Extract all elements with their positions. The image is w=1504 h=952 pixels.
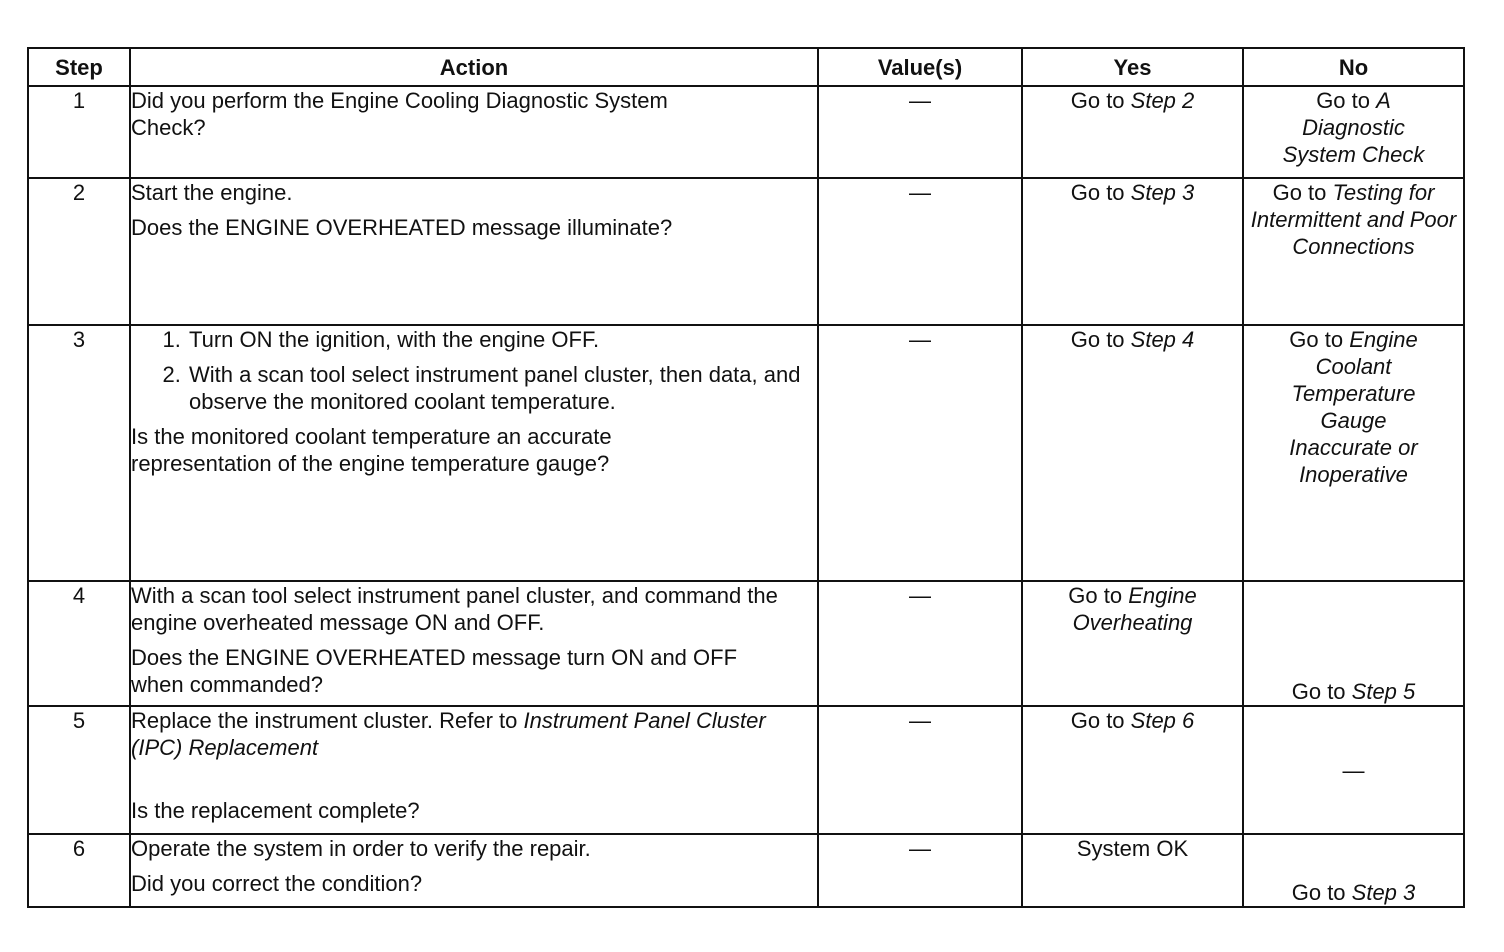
yes-link[interactable]: Step 3 bbox=[1130, 180, 1195, 205]
no-link[interactable]: Step 5 bbox=[1351, 679, 1416, 704]
action-question: Does the ENGINE OVERHEATED message illuminate? bbox=[131, 215, 673, 240]
table-row-step-4 bbox=[28, 581, 1464, 706]
action-cell bbox=[130, 325, 818, 581]
step-number: 1 bbox=[28, 86, 130, 178]
yes-cell bbox=[1022, 706, 1243, 834]
yes-prefix: Go to bbox=[1070, 327, 1131, 352]
no-prefix: Go to bbox=[1289, 327, 1350, 352]
no-cell: — bbox=[1243, 706, 1464, 834]
yes-link[interactable]: Step 2 bbox=[1130, 88, 1195, 113]
header-row bbox=[28, 48, 1464, 86]
action-text-prefix: Replace the instrument cluster. Refer to bbox=[131, 708, 524, 733]
action-text bbox=[131, 707, 791, 761]
no-link[interactable]: Step 3 bbox=[1351, 880, 1416, 905]
value-cell: — bbox=[818, 834, 1022, 907]
table-row-step-3 bbox=[28, 325, 1464, 581]
no-cell bbox=[1243, 834, 1464, 907]
no-prefix: Go to bbox=[1272, 180, 1333, 205]
action-cell bbox=[130, 86, 818, 178]
action-question: Is the monitored coolant temperature an accurate representation of the engine temperature gauge? bbox=[131, 424, 612, 476]
step-number: 5 bbox=[28, 706, 130, 834]
action-substeps bbox=[131, 326, 817, 415]
no-cell bbox=[1243, 581, 1464, 706]
header-yes: Yes bbox=[1022, 48, 1243, 86]
header-no: No bbox=[1243, 48, 1464, 86]
step-number: 2 bbox=[28, 178, 130, 325]
yes-cell bbox=[1022, 86, 1243, 178]
table-row-step-6 bbox=[28, 834, 1464, 907]
no-cell bbox=[1243, 86, 1464, 178]
yes-cell bbox=[1022, 581, 1243, 706]
yes-prefix: Go to bbox=[1070, 708, 1131, 733]
no-prefix: Go to bbox=[1291, 679, 1352, 704]
table-row-step-2 bbox=[28, 178, 1464, 325]
no-link[interactable]: A Diagnostic System Check bbox=[1282, 88, 1425, 167]
no-cell bbox=[1243, 178, 1464, 325]
step-number: 3 bbox=[28, 325, 130, 581]
value-cell: — bbox=[818, 706, 1022, 834]
header-step: Step bbox=[28, 48, 130, 86]
table-row-step-5 bbox=[28, 706, 1464, 834]
action-cell bbox=[130, 834, 818, 907]
yes-cell bbox=[1022, 325, 1243, 581]
no-link[interactable]: Engine Coolant Temperature Gauge Inaccurate or Inoperative bbox=[1289, 327, 1418, 487]
step-number: 6 bbox=[28, 834, 130, 907]
yes-prefix: Go to bbox=[1068, 583, 1129, 608]
action-cell bbox=[130, 178, 818, 325]
action-cell bbox=[130, 581, 818, 706]
table-row-step-1 bbox=[28, 86, 1464, 178]
yes-link[interactable]: Step 6 bbox=[1130, 708, 1195, 733]
no-link[interactable]: Testing for Intermittent and Poor Connections bbox=[1250, 180, 1457, 259]
action-text: Did you perform the Engine Cooling Diagnostic System Check? bbox=[131, 88, 668, 140]
action-text: Start the engine. bbox=[131, 180, 293, 205]
yes-prefix: Go to bbox=[1070, 180, 1131, 205]
yes-prefix: Go to bbox=[1070, 88, 1131, 113]
substep-2: 2. With a scan tool select instrument panel cluster, then data, and observe the monitored coolant temperature. bbox=[187, 361, 817, 415]
header-action: Action bbox=[130, 48, 818, 86]
action-reference-link[interactable]: Instrument Panel Cluster (IPC) Replacement bbox=[131, 708, 766, 760]
value-cell: — bbox=[818, 325, 1022, 581]
action-question: Is the replacement complete? bbox=[131, 798, 420, 823]
no-prefix: Go to bbox=[1291, 880, 1352, 905]
substep-1: 1. Turn ON the ignition, with the engine OFF. bbox=[187, 326, 817, 353]
yes-cell: System OK bbox=[1022, 834, 1243, 907]
value-cell: — bbox=[818, 581, 1022, 706]
yes-link[interactable]: Step 4 bbox=[1130, 327, 1195, 352]
header-values: Value(s) bbox=[818, 48, 1022, 86]
diagnostic-table bbox=[27, 47, 1465, 908]
value-cell: — bbox=[818, 178, 1022, 325]
action-question: Does the ENGINE OVERHEATED message turn ON and OFF when commanded? bbox=[131, 645, 738, 697]
action-question: Did you correct the condition? bbox=[131, 871, 423, 896]
action-cell bbox=[130, 706, 818, 834]
yes-cell bbox=[1022, 178, 1243, 325]
step-number: 4 bbox=[28, 581, 130, 706]
no-cell bbox=[1243, 325, 1464, 581]
value-cell: — bbox=[818, 86, 1022, 178]
no-prefix: Go to bbox=[1316, 88, 1377, 113]
action-text: With a scan tool select instrument panel cluster, and command the engine overheated message ON and OFF. bbox=[131, 583, 778, 635]
action-text: Operate the system in order to verify the repair. bbox=[131, 836, 591, 861]
yes-link[interactable]: Engine Overheating bbox=[1072, 583, 1197, 635]
